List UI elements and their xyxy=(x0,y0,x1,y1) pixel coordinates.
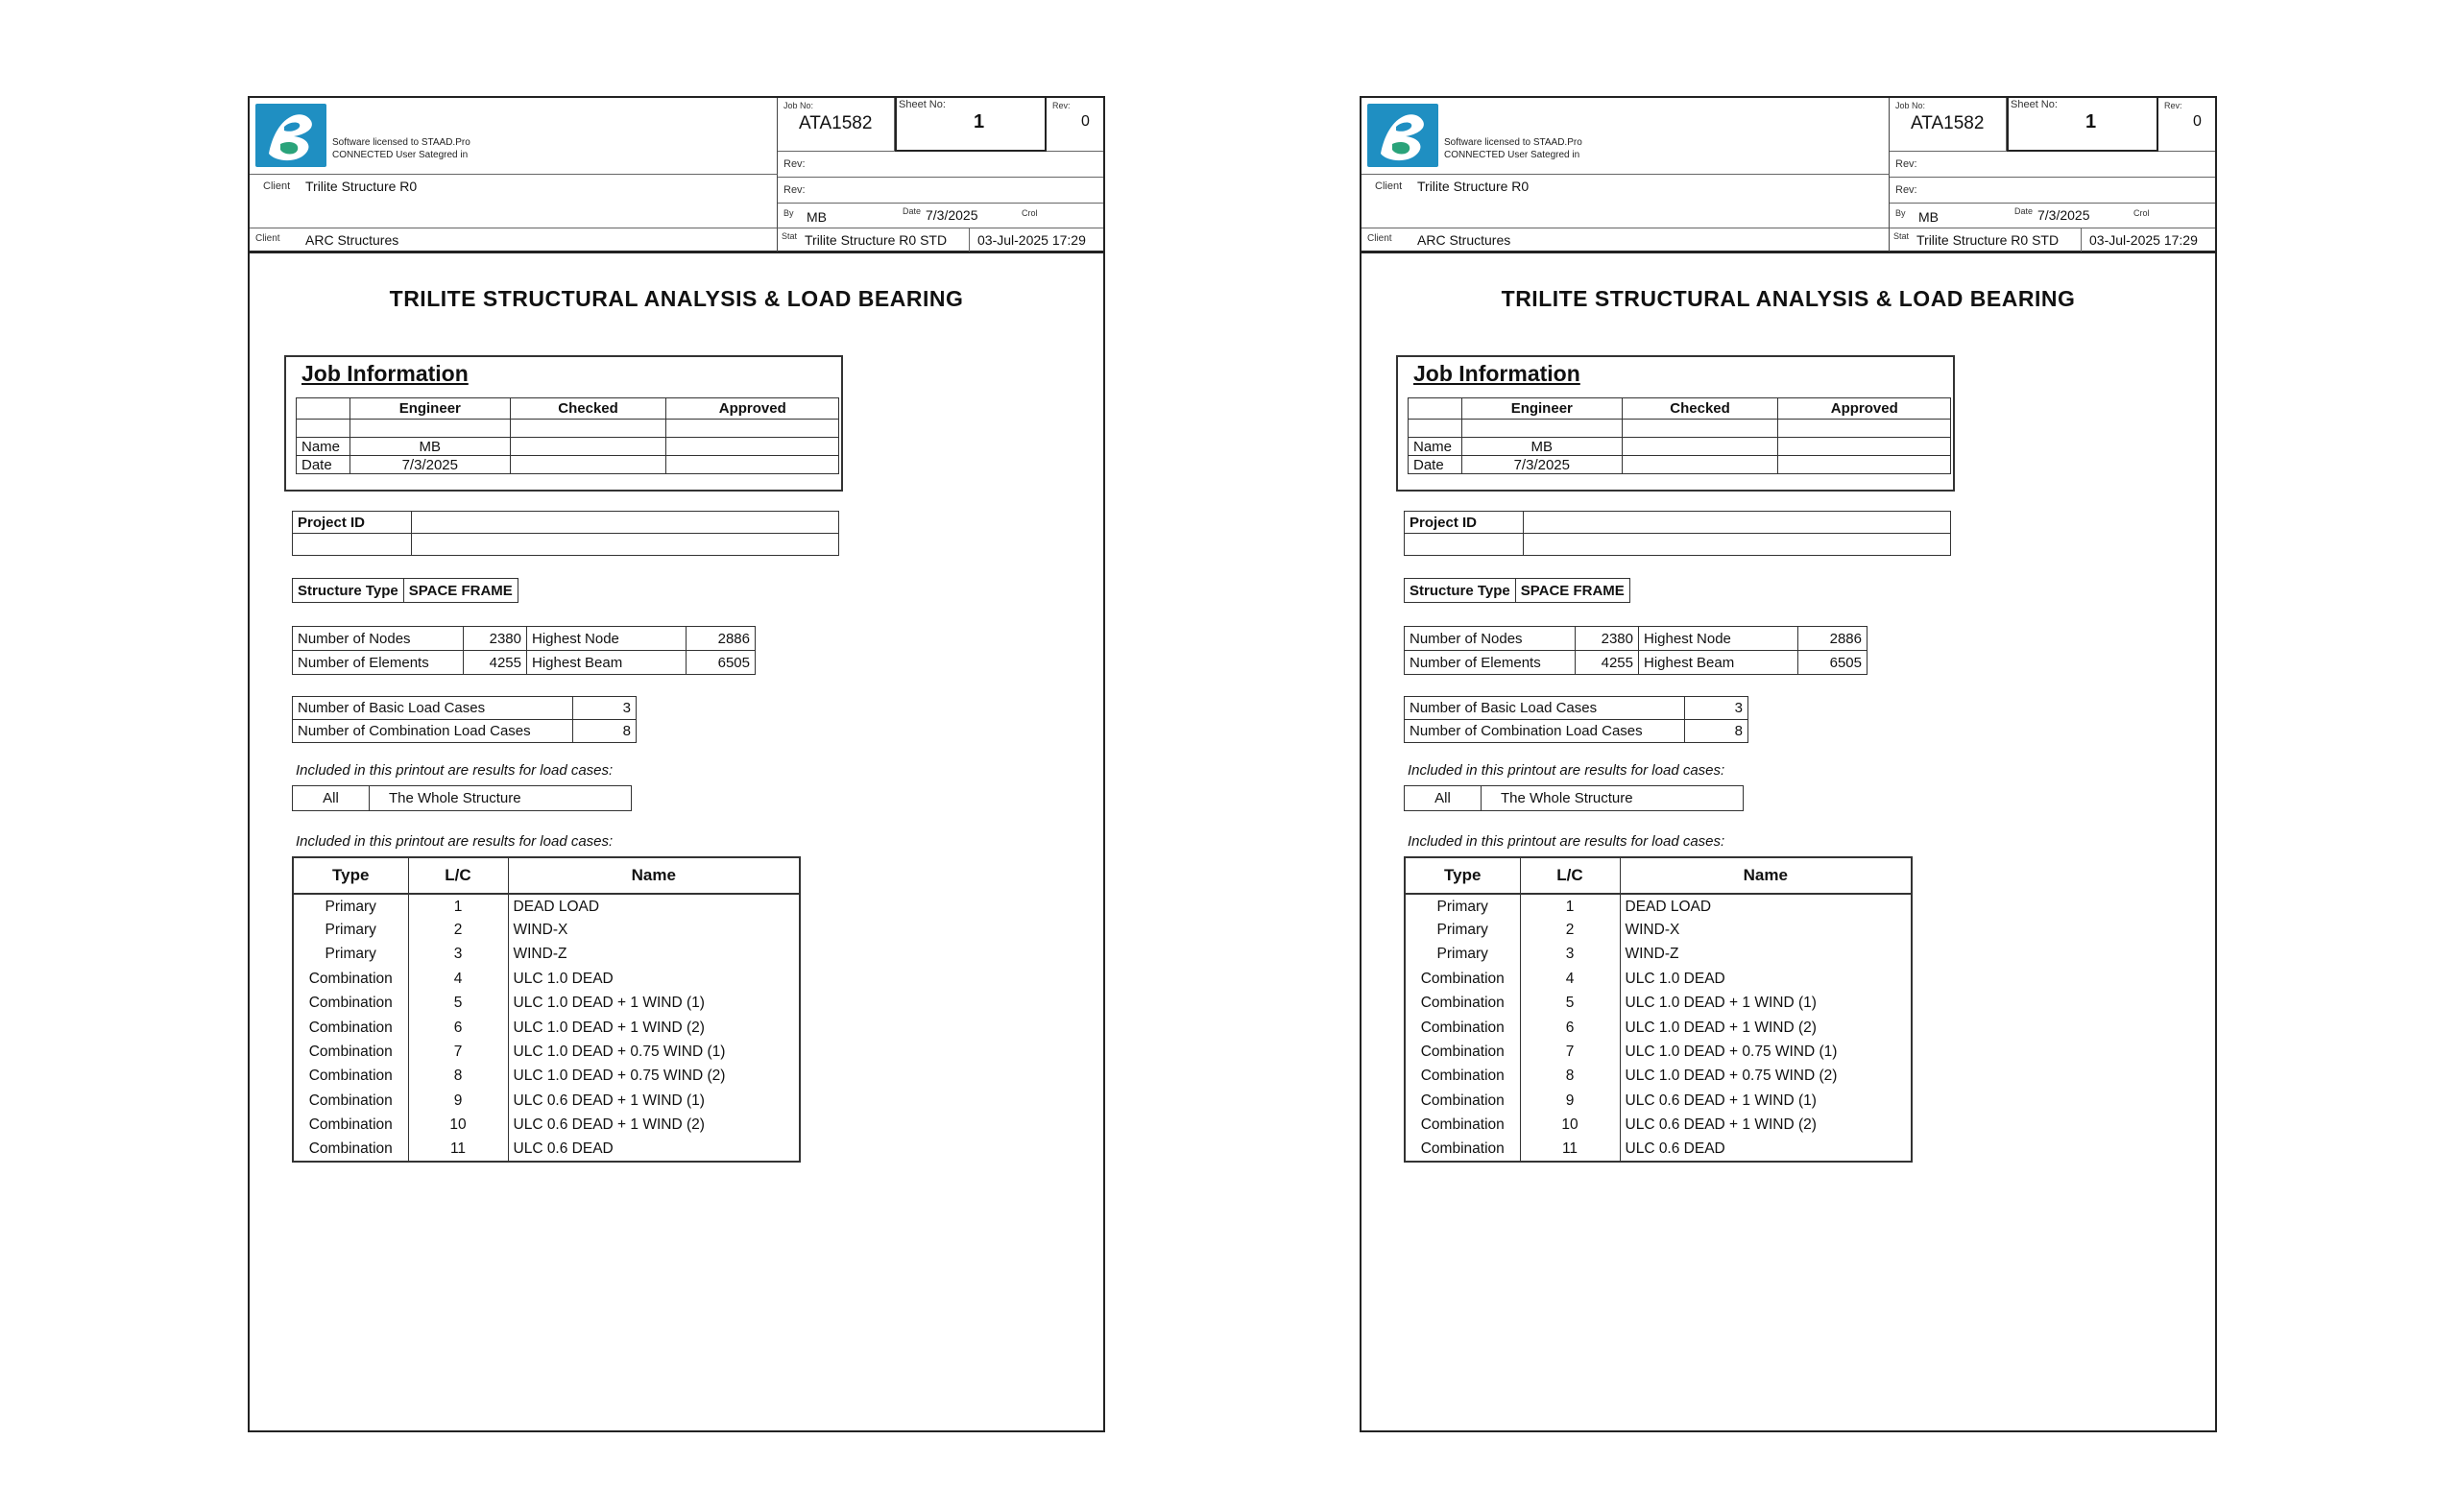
load-type: Combination xyxy=(1405,1065,1520,1089)
load-lc: 11 xyxy=(408,1138,508,1162)
load-lc: 2 xyxy=(408,918,508,942)
std-file: Trilite Structure R0 STD xyxy=(805,232,948,248)
load-lc: 2 xyxy=(1520,918,1620,942)
client-row: Client Trilite Structure R0 xyxy=(1362,175,1890,228)
load-case-rows xyxy=(293,894,800,1162)
license-text: Software licensed to STAAD.Pro CONNECTED User Sategred in xyxy=(1444,137,1582,160)
load-lc: 4 xyxy=(1520,967,1620,991)
table-row xyxy=(293,1065,800,1089)
col-type: Type xyxy=(1405,857,1520,894)
job-information-heading: Job Information xyxy=(301,361,469,386)
job-information-table: Engineer Checked Approved Name MB Date 7/3/2025 xyxy=(1408,397,1951,474)
load-type: Primary xyxy=(293,918,408,942)
structure-type-value: SPACE FRAME xyxy=(1515,579,1629,603)
load-lc: 6 xyxy=(1520,1016,1620,1040)
load-lc: 10 xyxy=(1520,1114,1620,1138)
col-name: Name xyxy=(1620,857,1912,894)
std-file-cell: Stat Trilite Structure R0 STD xyxy=(1890,228,2082,252)
client-value: Trilite Structure R0 xyxy=(1417,179,1530,194)
model-counts-table: Number of Nodes 2380 Highest Node 2886 Number of Elements 4255 Highest Beam 6505 xyxy=(292,626,756,675)
rev-row-2: Rev: xyxy=(1890,178,2215,204)
report-title: TRILITE STRUCTURAL ANALYSIS & LOAD BEARING xyxy=(1501,286,2076,311)
table-row xyxy=(1405,992,1912,1016)
rev-value: 0 xyxy=(2193,113,2202,130)
load-lc: 7 xyxy=(408,1040,508,1064)
client-row-2: Client ARC Structures xyxy=(1362,228,1890,252)
load-lc: 1 xyxy=(1520,894,1620,918)
load-type: Primary xyxy=(1405,894,1520,918)
load-case-rows xyxy=(1405,894,1912,1162)
load-lc: 5 xyxy=(408,992,508,1016)
col-approved: Approved xyxy=(1778,398,1951,420)
engineer-name: MB xyxy=(350,438,511,456)
included-note-1: Included in this printout are results for load cases: xyxy=(1408,762,1725,779)
rev-row-2: Rev: xyxy=(778,178,1103,204)
col-name: Name xyxy=(508,857,800,894)
sheet-header xyxy=(250,98,1103,253)
client-row-2: Client ARC Structures xyxy=(250,228,778,252)
load-name: WIND-Z xyxy=(1620,943,1912,967)
date-value: 7/3/2025 xyxy=(2037,207,2090,223)
load-lc: 3 xyxy=(1520,943,1620,967)
load-name: ULC 1.0 DEAD + 0.75 WIND (1) xyxy=(508,1040,800,1064)
load-lc: 5 xyxy=(1520,992,1620,1016)
std-file: Trilite Structure R0 STD xyxy=(1916,232,2060,248)
client-value-2: ARC Structures xyxy=(1417,232,1511,248)
timestamp-cell xyxy=(970,228,1103,252)
table-row xyxy=(293,1138,800,1162)
report-page-right xyxy=(1360,96,2217,1432)
job-no: ATA1582 xyxy=(1911,113,1985,133)
structure-type-value: SPACE FRAME xyxy=(403,579,518,603)
load-name: DEAD LOAD xyxy=(508,894,800,918)
table-row xyxy=(1405,1016,1912,1040)
structure-type-table xyxy=(1404,578,1630,603)
load-name: ULC 0.6 DEAD + 1 WIND (1) xyxy=(1620,1089,1912,1113)
load-case-counts-table: Number of Basic Load Cases 3 Number of Combination Load Cases 8 xyxy=(1404,696,1748,743)
header-grid xyxy=(778,98,1103,252)
load-type: Primary xyxy=(1405,918,1520,942)
job-information-box xyxy=(284,355,843,492)
rev-cell: Rev: 0 xyxy=(2158,98,2215,152)
table-row xyxy=(293,1114,800,1138)
load-type: Combination xyxy=(293,1065,408,1089)
table-row xyxy=(1405,1040,1912,1064)
load-name: ULC 1.0 DEAD xyxy=(1620,967,1912,991)
load-name: DEAD LOAD xyxy=(1620,894,1912,918)
load-name: ULC 0.6 DEAD + 1 WIND (2) xyxy=(1620,1114,1912,1138)
load-lc: 9 xyxy=(1520,1089,1620,1113)
load-type: Combination xyxy=(293,967,408,991)
col-type: Type xyxy=(293,857,408,894)
engineer-date: 7/3/2025 xyxy=(1462,456,1623,474)
sheet-header xyxy=(1362,98,2215,253)
job-information-table: Engineer Checked Approved Name MB Date 7/3/2025 xyxy=(296,397,839,474)
load-lc: 8 xyxy=(408,1065,508,1089)
load-name: WIND-Z xyxy=(508,943,800,967)
rev-cell: Rev: 0 xyxy=(1047,98,1103,152)
timestamp: 03-Jul-2025 17:29 xyxy=(2089,232,2198,248)
load-type: Combination xyxy=(1405,1016,1520,1040)
structure-type-label: Structure Type xyxy=(1405,579,1516,603)
project-id-label: Project ID xyxy=(293,512,412,534)
load-name: ULC 1.0 DEAD xyxy=(508,967,800,991)
load-name: ULC 1.0 DEAD + 1 WIND (2) xyxy=(508,1016,800,1040)
elements-count: 4255 xyxy=(464,651,527,675)
structure-type-label: Structure Type xyxy=(293,579,404,603)
included-cases-table: All The Whole Structure xyxy=(1404,785,1744,811)
load-type: Combination xyxy=(1405,1114,1520,1138)
col-approved: Approved xyxy=(666,398,839,420)
load-name: ULC 1.0 DEAD + 1 WIND (1) xyxy=(508,992,800,1016)
by-value: MB xyxy=(1918,209,1939,225)
engineer-name: MB xyxy=(1462,438,1623,456)
date-value: 7/3/2025 xyxy=(926,207,978,223)
load-name: WIND-X xyxy=(1620,918,1912,942)
nodes-count: 2380 xyxy=(464,627,527,651)
job-no: ATA1582 xyxy=(799,113,873,133)
load-name: ULC 1.0 DEAD + 0.75 WIND (2) xyxy=(1620,1065,1912,1089)
license-text: Software licensed to STAAD.Pro CONNECTED User Sategred in xyxy=(332,137,470,160)
table-row xyxy=(293,967,800,991)
logo-area xyxy=(250,98,778,175)
col-engineer: Engineer xyxy=(350,398,511,420)
timestamp: 03-Jul-2025 17:29 xyxy=(977,232,1086,248)
highest-node: 2886 xyxy=(1798,627,1868,651)
table-row xyxy=(1405,1138,1912,1162)
sheet-no: 1 xyxy=(2085,111,2097,132)
included-note-1: Included in this printout are results for load cases: xyxy=(296,762,614,779)
load-lc: 9 xyxy=(408,1089,508,1113)
report-title: TRILITE STRUCTURAL ANALYSIS & LOAD BEARING xyxy=(389,286,964,311)
load-name: ULC 0.6 DEAD + 1 WIND (1) xyxy=(508,1089,800,1113)
included-note-2: Included in this printout are results for load cases: xyxy=(1408,833,1725,850)
rev-value: 0 xyxy=(1081,113,1090,130)
elements-count: 4255 xyxy=(1576,651,1639,675)
rev-row-1: Rev: xyxy=(778,152,1103,178)
load-case-counts-table: Number of Basic Load Cases 3 Number of Combination Load Cases 8 xyxy=(292,696,637,743)
load-lc: 7 xyxy=(1520,1040,1620,1064)
structure-type-table xyxy=(292,578,518,603)
load-type: Primary xyxy=(293,894,408,918)
bentley-logo-icon xyxy=(255,104,326,167)
table-row xyxy=(1405,1065,1912,1089)
table-row xyxy=(293,1016,800,1040)
load-lc: 4 xyxy=(408,967,508,991)
table-row xyxy=(293,1089,800,1113)
job-information-heading: Job Information xyxy=(1413,361,1580,386)
load-type: Combination xyxy=(1405,1138,1520,1162)
comb-lc-count: 8 xyxy=(573,720,637,743)
col-checked: Checked xyxy=(510,398,666,420)
load-lc: 6 xyxy=(408,1016,508,1040)
table-row xyxy=(293,1040,800,1064)
std-file-cell: Stat Trilite Structure R0 STD xyxy=(778,228,970,252)
highest-beam: 6505 xyxy=(687,651,756,675)
table-row xyxy=(293,943,800,967)
nodes-count: 2380 xyxy=(1576,627,1639,651)
load-name: ULC 0.6 DEAD xyxy=(1620,1138,1912,1162)
table-row xyxy=(1405,918,1912,942)
client-value: Trilite Structure R0 xyxy=(305,179,418,194)
table-row xyxy=(1405,1089,1912,1113)
load-type: Combination xyxy=(1405,992,1520,1016)
project-id-table xyxy=(1404,511,1951,556)
table-row xyxy=(1405,943,1912,967)
project-id-table xyxy=(292,511,839,556)
project-id-label: Project ID xyxy=(1405,512,1524,534)
load-type: Primary xyxy=(1405,943,1520,967)
highest-node: 2886 xyxy=(687,627,756,651)
by-row: By MB Date 7/3/2025 Crol xyxy=(1890,204,2215,228)
load-name: ULC 0.6 DEAD xyxy=(508,1138,800,1162)
table-row xyxy=(293,918,800,942)
model-counts-table: Number of Nodes 2380 Highest Node 2886 Number of Elements 4255 Highest Beam 6505 xyxy=(1404,626,1868,675)
col-lc: L/C xyxy=(408,857,508,894)
load-case-table xyxy=(292,856,801,1163)
table-row xyxy=(293,894,800,918)
bentley-logo-icon xyxy=(1367,104,1438,167)
load-lc: 8 xyxy=(1520,1065,1620,1089)
client-row: Client Trilite Structure R0 xyxy=(250,175,778,228)
load-case-table xyxy=(1404,856,1913,1163)
load-name: ULC 0.6 DEAD + 1 WIND (2) xyxy=(508,1114,800,1138)
job-no-cell: Job No: ATA1582 xyxy=(1890,98,2007,152)
col-engineer: Engineer xyxy=(1462,398,1623,420)
load-type: Combination xyxy=(1405,1089,1520,1113)
col-checked: Checked xyxy=(1622,398,1778,420)
highest-beam: 6505 xyxy=(1798,651,1868,675)
logo-area xyxy=(1362,98,1890,175)
load-type: Combination xyxy=(293,1114,408,1138)
engineer-date: 7/3/2025 xyxy=(350,456,511,474)
load-name: WIND-X xyxy=(508,918,800,942)
job-information-box xyxy=(1396,355,1955,492)
load-name: ULC 1.0 DEAD + 1 WIND (2) xyxy=(1620,1016,1912,1040)
report-page-left xyxy=(248,96,1105,1432)
job-no-cell: Job No: ATA1582 xyxy=(778,98,895,152)
table-row xyxy=(1405,1114,1912,1138)
load-type: Combination xyxy=(293,1016,408,1040)
load-lc: 3 xyxy=(408,943,508,967)
load-lc: 10 xyxy=(408,1114,508,1138)
header-grid xyxy=(1890,98,2215,252)
load-name: ULC 1.0 DEAD + 0.75 WIND (2) xyxy=(508,1065,800,1089)
sheet-no-cell: Sheet No: 1 xyxy=(2007,98,2158,152)
load-type: Combination xyxy=(1405,967,1520,991)
sheet-no: 1 xyxy=(974,111,985,132)
included-note-2: Included in this printout are results for load cases: xyxy=(296,833,614,850)
col-lc: L/C xyxy=(1520,857,1620,894)
table-row xyxy=(293,992,800,1016)
table-row xyxy=(1405,967,1912,991)
load-type: Primary xyxy=(293,943,408,967)
by-value: MB xyxy=(807,209,827,225)
load-name: ULC 1.0 DEAD + 1 WIND (1) xyxy=(1620,992,1912,1016)
load-name: ULC 1.0 DEAD + 0.75 WIND (1) xyxy=(1620,1040,1912,1064)
rev-row-1: Rev: xyxy=(1890,152,2215,178)
load-type: Combination xyxy=(1405,1040,1520,1064)
basic-lc-count: 3 xyxy=(1685,697,1748,720)
timestamp-cell xyxy=(2082,228,2215,252)
load-type: Combination xyxy=(293,1089,408,1113)
table-row xyxy=(1405,894,1912,918)
comb-lc-count: 8 xyxy=(1685,720,1748,743)
load-type: Combination xyxy=(293,1040,408,1064)
by-row: By MB Date 7/3/2025 Crol xyxy=(778,204,1103,228)
load-type: Combination xyxy=(293,1138,408,1162)
load-lc: 1 xyxy=(408,894,508,918)
load-type: Combination xyxy=(293,992,408,1016)
client-value-2: ARC Structures xyxy=(305,232,399,248)
load-lc: 11 xyxy=(1520,1138,1620,1162)
basic-lc-count: 3 xyxy=(573,697,637,720)
sheet-no-cell: Sheet No: 1 xyxy=(895,98,1047,152)
included-cases-table: All The Whole Structure xyxy=(292,785,632,811)
